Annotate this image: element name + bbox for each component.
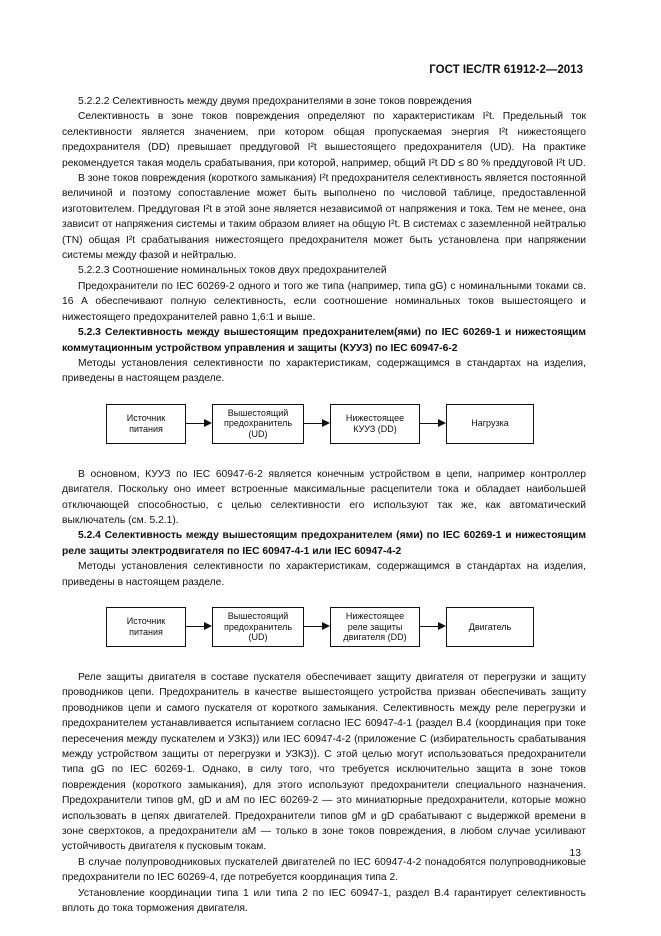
subsection-title-5-2-2-2: 5.2.2.2 Селективность между двумя предохранителями в зоне токов повреждения xyxy=(78,96,472,107)
paragraph: Реле защиты двигателя в составе пускателя обеспечивает защиту двигателя от перегрузки и защиту проводников цепи. Предохранитель в качестве вышестоящего устройства призван обеспечивать защиту проводников цепи и самого пускателя от короткого замыкания. Селективность между реле перегрузки и предохранителем устанавливается испытанием согласно IEC 60947-4-1 (раздел В.4 (координация при токе пересечения между пускателем и УЗКЗ)) или IEC 60947-4-2 (приложение С (избирательность срабатывания между устройством защиты от перегрузки и УЗКЗ)). С этой целью могут использоваться предохранители типа gG по IEC 60269-1. Однако, в силу того, что требуется исключительно защита в зоне токов повреждения (короткого замыкания), для этого используют предохранители специального назначения. Предохранители типов gM, gD и aM по IEC 60269-2 — это миниатюрные предохранители, которые можно использовать в цепях двигателей. Предохранители типов gM и gD срабатывают с выдержкой времени в зоне сверхтоков, а предохранители aM — только в зоне токов повреждения, в любом случае усиливают устойчивость двигателя к пусковым токам. xyxy=(62,671,586,853)
subsection-title-5-2-2-3: 5.2.2.3 Соотношение номинальных токов двух предохранителей xyxy=(78,265,387,277)
diagram-box-upstream-fuse: Вышестоящий предохранитель (UD) xyxy=(212,404,304,444)
paragraph: Селективность в зоне токов повреждения определяют по характеристикам I²t. Предельный ток селективности является значением, при котором общая пропускаемая энергия I²t нижестоящего предохранителя (DD) превышает преддуговой I²t вышестоящего предохранителя (UD). На практике рекомендуется такая модель срабатывания, при которой, например, общий I²t DD ≤ 80 % преддуговой I²t UD. xyxy=(62,111,586,169)
paragraph: Установление координации типа 1 или типа 2 по IEC 60947-1, раздел В.4 гарантирует селективность вплоть до тока торможения двигателя. xyxy=(62,887,586,915)
paragraph: Методы установления селективности по характеристикам, содержащимся в стандартах на изделия, приведены в настоящем разделе. xyxy=(62,357,586,385)
section-heading-5-2-3: 5.2.3 Селективность между вышестоящим предохранителем(ями) по IEC 60269-1 и нижестоящим коммутационным устройством управления и защиты (КУУЗ) по IEC 60947-6-2 xyxy=(62,327,586,354)
diagram-box-power-source: Источник питания xyxy=(106,404,186,444)
block-diagram-kuuz xyxy=(62,391,586,457)
page-content xyxy=(62,94,586,916)
diagram-box-downstream-relay: Нижестоящее реле защиты двигателя (DD) xyxy=(330,607,420,647)
document-header: ГОСТ IEC/TR 61912-2—2013 xyxy=(429,64,583,76)
arrow-right-icon xyxy=(304,418,330,430)
paragraph: В зоне токов повреждения (короткого замыкания) I²t предохранителя селективность является постоянной величиной и поэтому сопоставление может быть выполнено по числовой таблице, предоставленной изготовителем. Преддуговая I²t в этой зоне является независимой от напряжения и тока. Тем не менее, она зависит от напряжения системы и таким образом влияет на общую I²t. В системах с заземленной нейтралью (TN) общая I²t срабатывания нижестоящего предохранителя может быть установлена при напряжении системы между фазой и нейтралью. xyxy=(62,173,586,262)
diagram-box-motor: Двигатель xyxy=(446,607,534,647)
diagram-box-load: Нагрузка xyxy=(446,404,534,444)
paragraph: Предохранители по IEC 60269-2 одного и того же типа (например, типа gG) с номинальными токами св. 16 А обеспечивают полную селективность, если соотношение номинальных токов вышестоящего и нижестоящего предохранителей равно 1,6:1 и выше. xyxy=(62,280,586,323)
arrow-right-icon xyxy=(420,418,446,430)
arrow-right-icon xyxy=(420,621,446,633)
diagram-box-upstream-fuse: Вышестоящий предохранитель (UD) xyxy=(212,607,304,647)
paragraph: Методы установления селективности по характеристикам, содержащимся в стандартах на изделия, приведены в настоящем разделе. xyxy=(62,561,586,588)
section-heading-5-2-4: 5.2.4 Селективность между вышестоящим предохранителем (ями) по IEC 60269-1 и нижестоящим реле защиты электродвигателя по IEC 60947-4-1 или IEC 60947-4-2 xyxy=(62,530,586,557)
page-number: 13 xyxy=(569,848,581,859)
paragraph: В основном, КУУЗ по IEC 60947-6-2 является конечным устройством в цепи, например контроллер двигателя. Поскольку оно имеет встроенные максимальные расцепители тока и обладает наибольшей отключающей способностью, с целью селективности его используют так же, как автоматический выключатель (см. 5.2.1). xyxy=(62,468,586,526)
block-diagram-motor-relay xyxy=(62,594,586,660)
arrow-right-icon xyxy=(304,621,330,633)
paragraph: В случае полупроводниковых пускателей двигателей по IEC 60947-4-2 понадобятся полупроводниковые предохранители по IEC 60269-4, где потребуется координация типа 2. xyxy=(62,856,586,884)
arrow-right-icon xyxy=(186,621,212,633)
diagram-box-power-source: Источник питания xyxy=(106,607,186,647)
arrow-right-icon xyxy=(186,418,212,430)
diagram-box-downstream-kuuz: Нижестоящее КУУЗ (DD) xyxy=(330,404,420,444)
